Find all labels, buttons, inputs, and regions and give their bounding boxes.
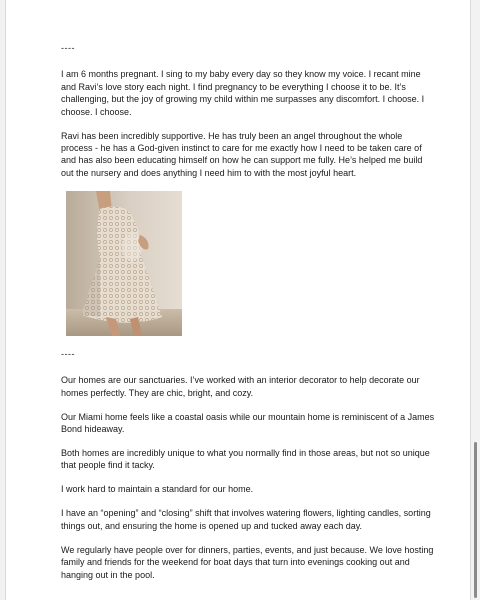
paragraph: Both homes are incredibly unique to what you normally find in those areas, but not so unique that people find it tacky. — [61, 448, 430, 471]
vertical-scrollbar[interactable] — [473, 0, 478, 600]
scrollbar-thumb[interactable] — [474, 442, 477, 598]
document-body — [61, 42, 436, 593]
pregnancy-photo — [66, 191, 182, 336]
section-separator: ---- — [61, 348, 75, 359]
paragraph: We regularly have people over for dinners, parties, events, and just because. We love hosting family and friends for the weekend for boat days that turn into evenings cooking out and hanging out in the pool. — [61, 544, 434, 580]
document-page — [5, 0, 471, 600]
section-separator: ---- — [61, 43, 75, 53]
paragraph: Our Miami home feels like a coastal oasis while our mountain home is reminiscent of a James Bond hideaway. — [61, 411, 435, 435]
paragraph: Ravi has been incredibly supportive. He has truly been an angel throughout the whole process - he has a God-given instinct to care for me exactly how I need to be taken care of and has also been educating himself on how he can support me fully. He’s helped me build out the nursery and does anything I need him to with the most joyful heart. — [61, 130, 423, 178]
paragraph: Our homes are our sanctuaries. I’ve worked with an interior decorator to help decorate our homes perfectly. They are chic, bright, and cozy. — [61, 375, 420, 398]
paragraph: I work hard to maintain a standard for our home. — [61, 484, 254, 495]
photo-illustration — [66, 191, 182, 336]
paragraph: I am 6 months pregnant. I sing to my baby every day so they know my voice. I recant mine and Ravi’s love story each night. I find pregnancy to be everything I choose it to be. It’s challenging, but the joy of growing my child within me surpasses any discomfort. I choose. I choose. I choose. — [61, 69, 425, 117]
paragraph: I have an “opening” and “closing” shift that involves watering flowers, lighting candles, sorting things out, and ensuring the home is opened up and tucked away each day. — [61, 508, 431, 531]
